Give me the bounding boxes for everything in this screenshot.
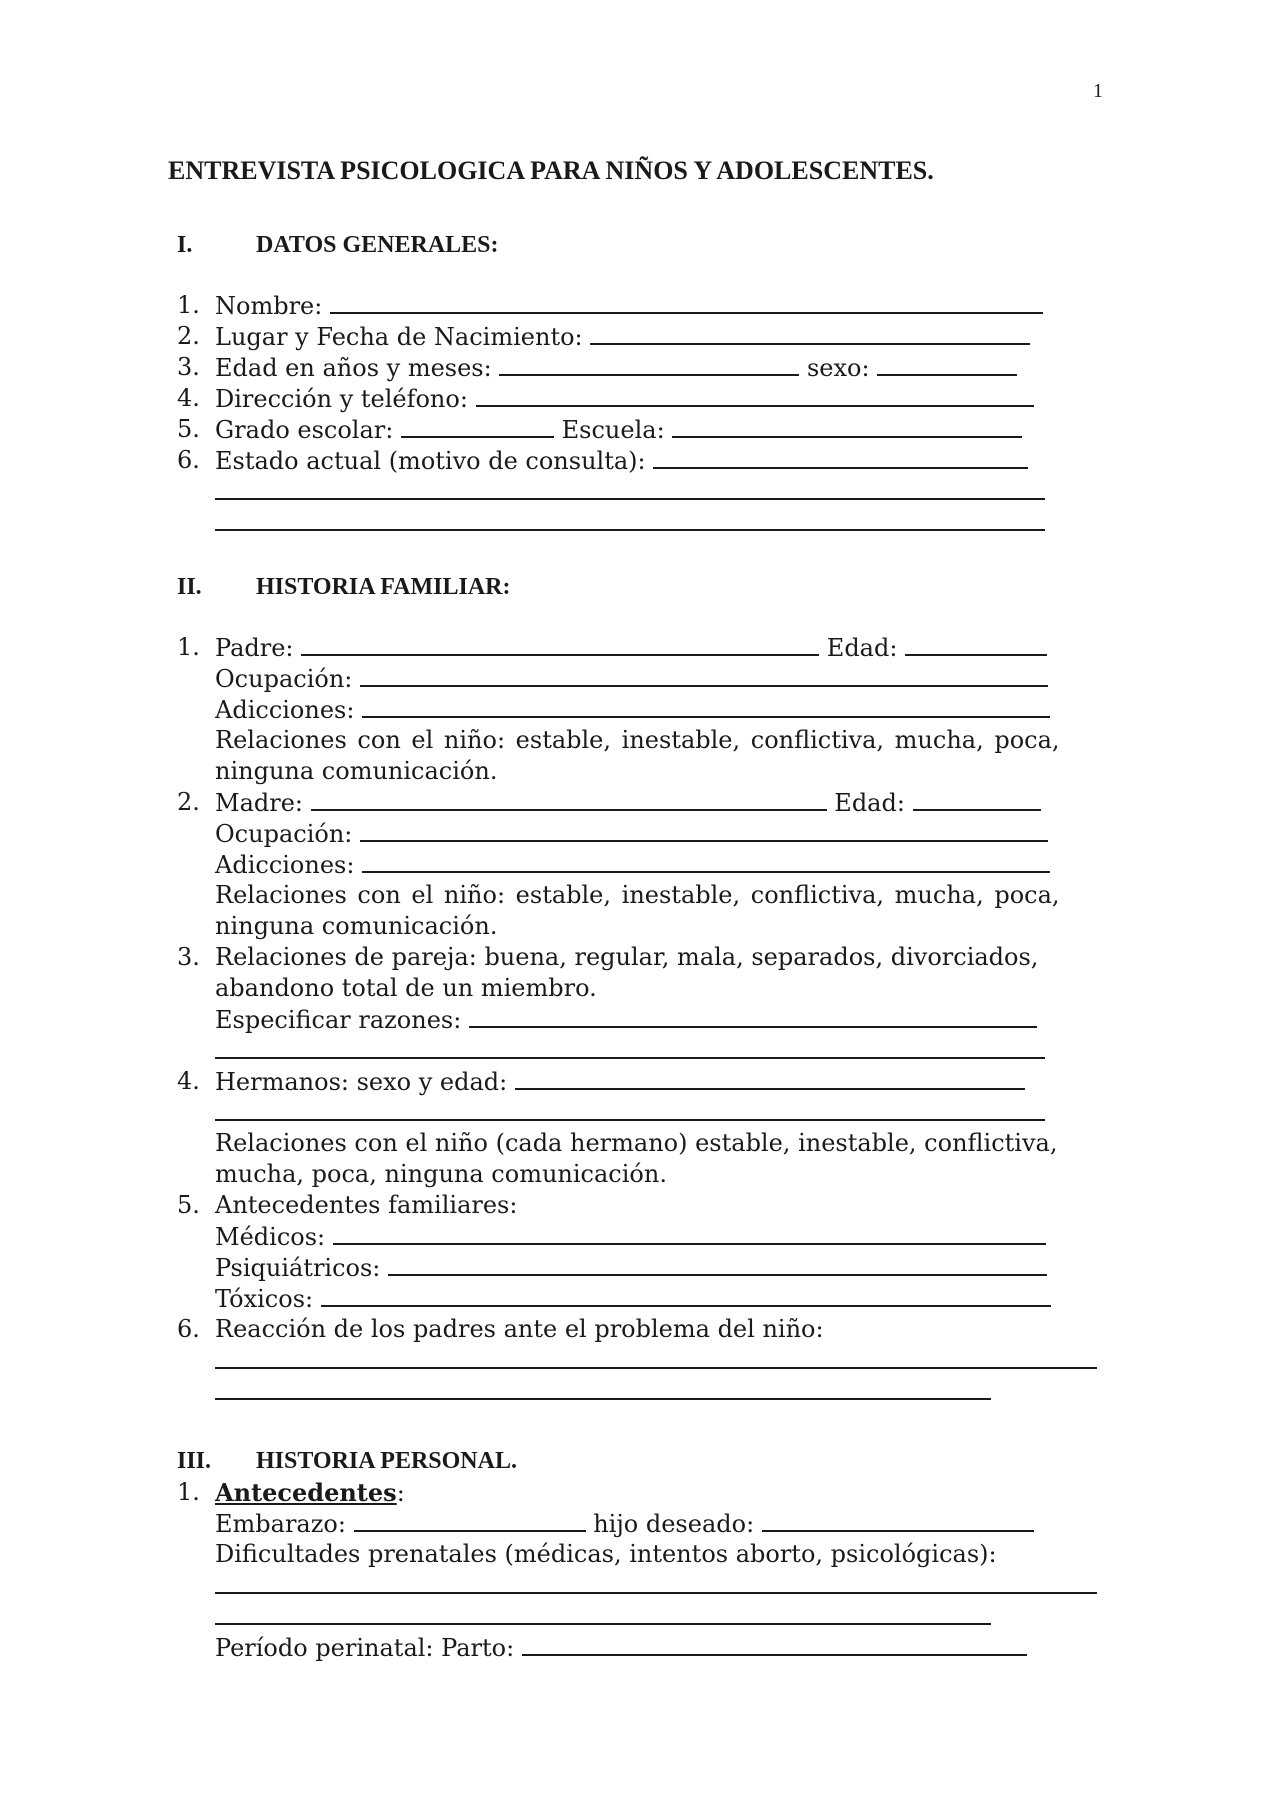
hermanos-blank-2[interactable] (215, 1097, 1045, 1121)
reaccion-extra-line (177, 1376, 1107, 1407)
madre-ocupacion-blank[interactable] (360, 818, 1048, 842)
field-embarazo: Embarazo: hijo deseado: (177, 1508, 1107, 1539)
hermanos-extra-line (177, 1097, 1107, 1128)
section-heading-datos-generales: I. DATOS GENERALES: (177, 232, 499, 258)
madre-relaciones-text: Relaciones con el niño: estable, inestable, conflictiva, mucha, poca, (215, 881, 1060, 909)
field-dificultades-prenatales: Dificultades prenatales (médicas, intentos aborto, psicológicas): (215, 1540, 997, 1568)
field-madre: 2. Madre: Edad: (177, 787, 1107, 818)
psiquiatricos-blank[interactable] (388, 1252, 1047, 1276)
field-lugar-fecha: 2. Lugar y Fecha de Nacimiento: (177, 321, 1107, 352)
especificar-blank[interactable] (469, 1004, 1037, 1028)
document-title: ENTREVISTA PSICOLOGICA PARA NIÑOS Y ADOLESCENTES. (168, 156, 934, 185)
padre-relaciones-text: ninguna comunicación. (215, 757, 498, 785)
page-number: 1 (1093, 80, 1103, 102)
field-medicos: Médicos: (177, 1221, 1107, 1252)
field-hermanos: 4. Hermanos: sexo y edad: (177, 1066, 1107, 1097)
madre-edad-blank[interactable] (913, 787, 1041, 811)
lugar-fecha-blank[interactable] (590, 321, 1030, 345)
field-nombre: 1. Nombre: (177, 290, 1107, 321)
field-padre-ocupacion: Ocupación: (177, 663, 1107, 694)
embarazo-blank[interactable] (354, 1508, 586, 1532)
padre-blank[interactable] (301, 632, 819, 656)
madre-blank[interactable] (311, 787, 827, 811)
field-relaciones-pareja: 3. Relaciones de pareja: buena, regular, mala, separados, divorciados, (177, 943, 1039, 971)
section-heading-historia-familiar: II. HISTORIA FAMILIAR: (177, 574, 511, 600)
nombre-blank[interactable] (330, 290, 1043, 314)
dificultades-extra-line (177, 1570, 1107, 1601)
reaccion-blank[interactable] (215, 1345, 1097, 1369)
field-madre-adicciones: Adicciones: (177, 849, 1107, 880)
section-heading-historia-personal: III. HISTORIA PERSONAL. (177, 1448, 517, 1474)
especificar-extra-line (177, 1035, 1107, 1066)
dificultades-blank-2[interactable] (215, 1601, 991, 1625)
madre-adicciones-blank[interactable] (362, 849, 1050, 873)
grado-blank[interactable] (401, 414, 554, 438)
field-toxicos: Tóxicos: (177, 1283, 1107, 1314)
hermanos-relaciones-text: Relaciones con el niño (cada hermano) estable, inestable, conflictiva, (215, 1129, 1058, 1157)
padre-edad-blank[interactable] (905, 632, 1047, 656)
field-especificar-razones: Especificar razones: (177, 1004, 1107, 1035)
field-antecedentes: 1. Antecedentes: (177, 1478, 405, 1507)
field-reaccion-padres: 6. Reacción de los padres ante el problema del niño: (177, 1315, 824, 1343)
field-padre-adicciones: Adicciones: (177, 694, 1107, 725)
hermanos-relaciones-text: mucha, poca, ninguna comunicación. (215, 1160, 667, 1188)
hermanos-blank[interactable] (515, 1066, 1025, 1090)
field-padre: 1. Padre: Edad: (177, 632, 1107, 663)
parto-blank[interactable] (522, 1632, 1027, 1656)
medicos-blank[interactable] (333, 1221, 1046, 1245)
hijo-deseado-blank[interactable] (762, 1508, 1034, 1532)
direccion-blank[interactable] (476, 383, 1034, 407)
field-madre-ocupacion: Ocupación: (177, 818, 1107, 849)
field-direccion: 4. Dirección y teléfono: (177, 383, 1107, 414)
padre-ocupacion-blank[interactable] (360, 663, 1048, 687)
padre-relaciones-text: Relaciones con el niño: estable, inestable, conflictiva, mucha, poca, (215, 726, 1060, 754)
madre-relaciones-text: ninguna comunicación. (215, 912, 498, 940)
field-psiquiatricos: Psiquiátricos: (177, 1252, 1107, 1283)
sexo-blank[interactable] (877, 352, 1017, 376)
especificar-blank-2[interactable] (215, 1035, 1045, 1059)
toxicos-blank[interactable] (321, 1283, 1051, 1307)
estado-blank-3[interactable] (215, 507, 1045, 531)
reaccion-blank-2[interactable] (215, 1376, 991, 1400)
escuela-blank[interactable] (672, 414, 1022, 438)
dificultades-blank[interactable] (215, 1570, 1097, 1594)
estado-blank-2[interactable] (215, 476, 1045, 500)
field-antecedentes-familiares: 5. Antecedentes familiares: (177, 1191, 518, 1219)
field-estado-actual: 6. Estado actual (motivo de consulta): (177, 445, 1107, 476)
field-periodo-perinatal: Período perinatal: Parto: (177, 1632, 1107, 1663)
dificultades-extra-line (177, 1601, 1107, 1632)
relaciones-pareja-text: abandono total de un miembro. (215, 974, 597, 1002)
estado-extra-line (177, 476, 1107, 507)
field-grado-escuela: 5. Grado escolar: Escuela: (177, 414, 1107, 445)
field-edad-sexo: 3. Edad en años y meses: sexo: (177, 352, 1107, 383)
padre-adicciones-blank[interactable] (362, 694, 1050, 718)
edad-blank[interactable] (499, 352, 799, 376)
reaccion-extra-line (177, 1345, 1107, 1376)
estado-blank[interactable] (653, 445, 1028, 469)
estado-extra-line (177, 507, 1107, 538)
